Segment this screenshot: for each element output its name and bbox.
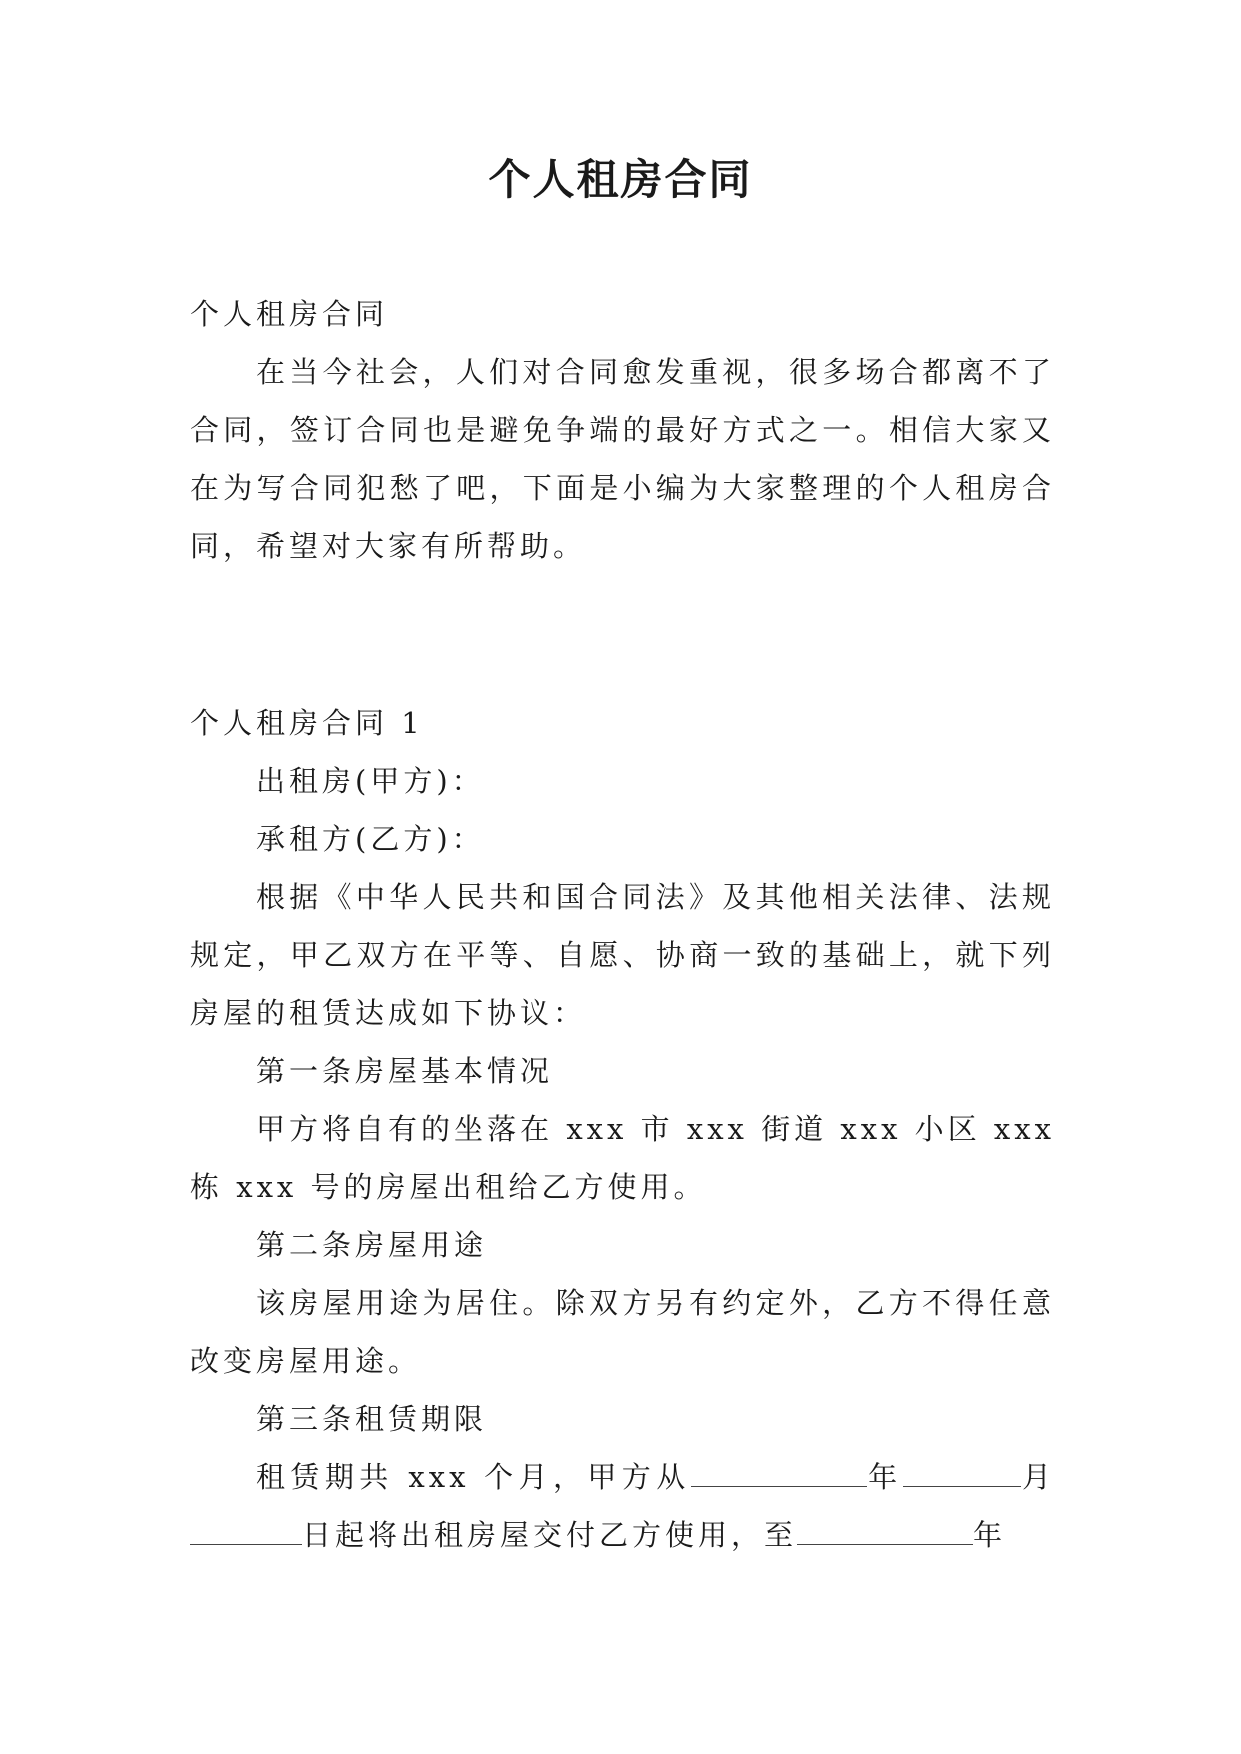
intro-paragraph: 在当今社会，人们对合同愈发重视，很多场合都离不了合同，签订合同也是避免争端的最好方式之一。相信大家又在为写合同犯愁了吧，下面是小编为大家整理的个人租房合同，希望对大家有所帮助。 [190, 355, 1055, 563]
blank-year-start [691, 1460, 867, 1487]
article3-text-part1: 租赁期共 xxx 个月，甲方从 [256, 1460, 691, 1494]
article3-text-part2: 日起将出租房屋交付乙方使用，至 [302, 1518, 798, 1552]
article1-text: 甲方将自有的坐落在 xxx 市 xxx 街道 xxx 小区 xxx 栋 xxx 号的房屋出租给乙方使用。 [190, 1112, 1055, 1204]
contract-section [190, 694, 1055, 1564]
contract-heading: 个人租房合同 1 [190, 706, 424, 740]
article3-year-label-2: 年 [973, 1518, 1007, 1552]
intro-section [190, 285, 1055, 575]
document-title: 个人租房合同 [488, 155, 753, 204]
article2-text: 该房屋用途为居住。除双方另有约定外，乙方不得任意改变房屋用途。 [190, 1286, 1055, 1378]
basis-paragraph: 根据《中华人民共和国合同法》及其他相关法律、法规规定，甲乙双方在平等、自愿、协商一致的基础上，就下列房屋的租赁达成如下协议： [190, 880, 1055, 1030]
article3-month-label-1: 月 [1020, 1460, 1055, 1494]
article2-title: 第二条房屋用途 [256, 1228, 488, 1262]
lessee-line: 承租方(乙方)： [256, 822, 485, 856]
article3-title: 第三条租赁期限 [256, 1402, 488, 1436]
blank-year-end [797, 1518, 973, 1545]
intro-heading: 个人租房合同 [190, 297, 389, 331]
article3-year-label-1: 年 [866, 1460, 903, 1494]
blank-day-start [190, 1518, 302, 1545]
lessor-line: 出租房(甲方)： [256, 764, 485, 798]
article1-title: 第一条房屋基本情况 [256, 1054, 554, 1088]
blank-month-start [903, 1460, 1021, 1487]
article3-text [190, 1448, 1055, 1564]
